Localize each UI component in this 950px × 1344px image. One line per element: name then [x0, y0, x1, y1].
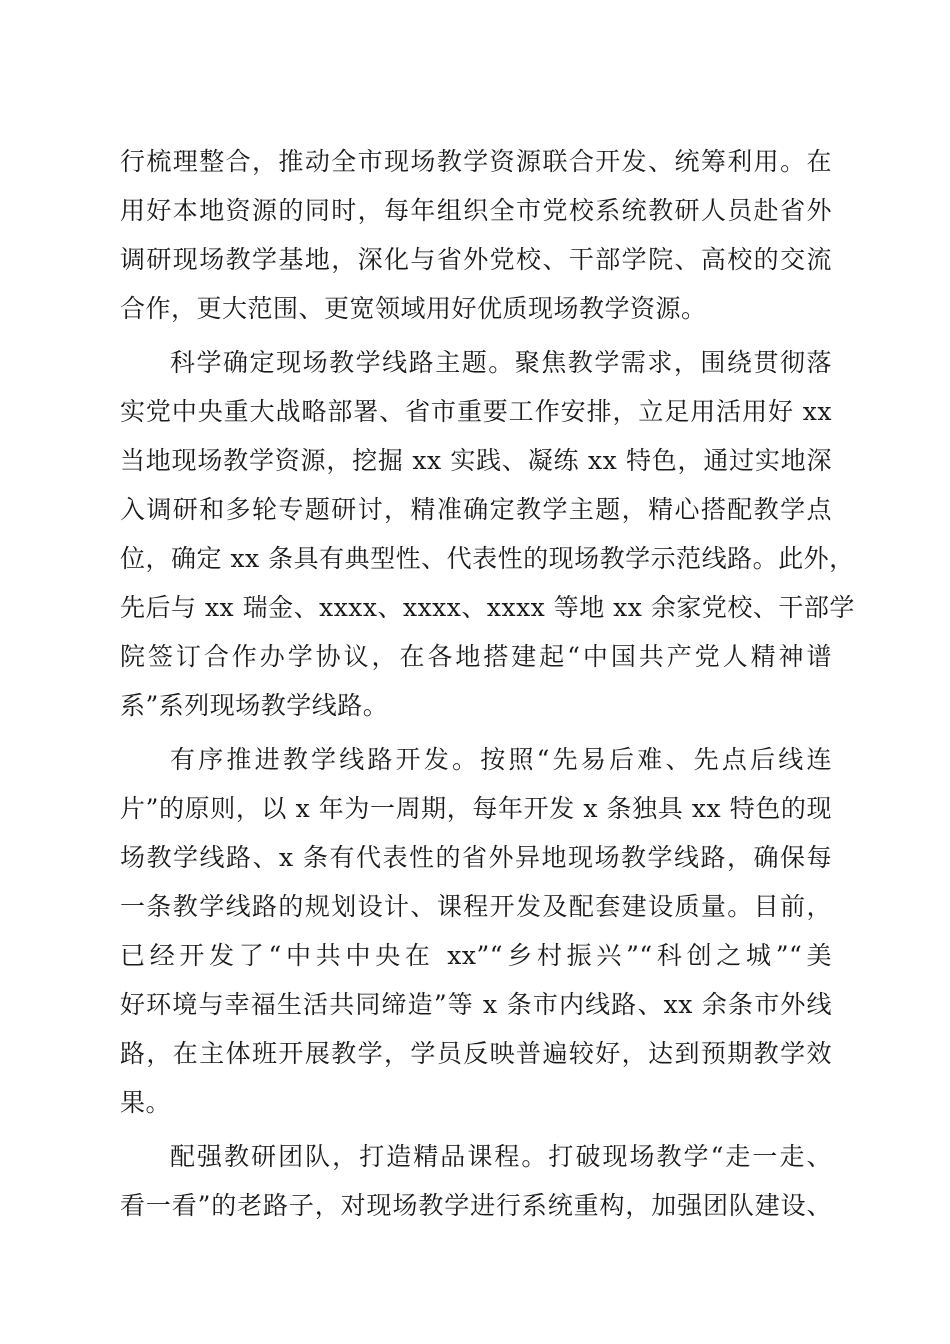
- paragraph-first-line: 配强教研团队，打造精品课程。打破现场教学“走一走、: [170, 1142, 832, 1171]
- text-line: 院签订合作办学协议，在各地搭建起“中国共产党人精神谱: [120, 642, 832, 671]
- paragraph-first-line: 有序推进教学线路开发。按照“先易后难、先点后线连: [170, 745, 832, 774]
- text-line: 合作，更大范围、更宽领域用好优质现场教学资源。: [120, 294, 707, 323]
- text-line: 已经开发了“中共中央在 xx”“乡村振兴”“科创之城”“美: [120, 941, 832, 970]
- text-line: 位，确定 xx 条具有典型性、代表性的现场教学示范线路。此外，: [120, 544, 855, 573]
- text-line: 片”的原则，以 x 年为一周期，每年开发 x 条独具 xx 特色的现: [120, 794, 832, 823]
- text-line: 调研现场教学基地，深化与省外党校、干部学院、高校的交流: [120, 245, 832, 274]
- text-line: 好环境与幸福生活共同缔造”等 x 条市内线路、xx 余条市外线: [120, 990, 832, 1019]
- text-line: 一条教学线路的规划设计、课程开发及配套建设质量。目前，: [120, 892, 832, 921]
- text-line: 先后与 xx 瑞金、xxxx、xxxx、xxxx 等地 xx 余家党校、干部学: [120, 593, 855, 622]
- text-line: 实党中央重大战略部署、省市重要工作安排，立足用活用好 xx: [120, 397, 832, 426]
- text-line: 行梳理整合，推动全市现场教学资源联合开发、统筹利用。在: [120, 147, 832, 176]
- text-line: 系”系列现场教学线路。: [120, 691, 389, 720]
- text-line: 路，在主体班开展教学，学员反映普遍较好，达到预期教学效: [120, 1039, 832, 1068]
- text-line: 入调研和多轮专题研讨，精准确定教学主题，精心搭配教学点: [120, 495, 832, 524]
- text-line: 果。: [120, 1088, 172, 1117]
- text-line: 看一看”的老路子，对现场教学进行系统重构，加强团队建设、: [120, 1191, 832, 1220]
- text-line: 当地现场教学资源，挖掘 xx 实践、凝练 xx 特色，通过实地深: [120, 446, 832, 475]
- paragraph-first-line: 科学确定现场教学线路主题。聚焦教学需求，围绕贯彻落: [170, 348, 832, 377]
- text-line: 场教学线路、x 条有代表性的省外异地现场教学线路，确保每: [120, 843, 832, 872]
- text-line: 用好本地资源的同时，每年组织全市党校系统教研人员赴省外: [120, 196, 832, 225]
